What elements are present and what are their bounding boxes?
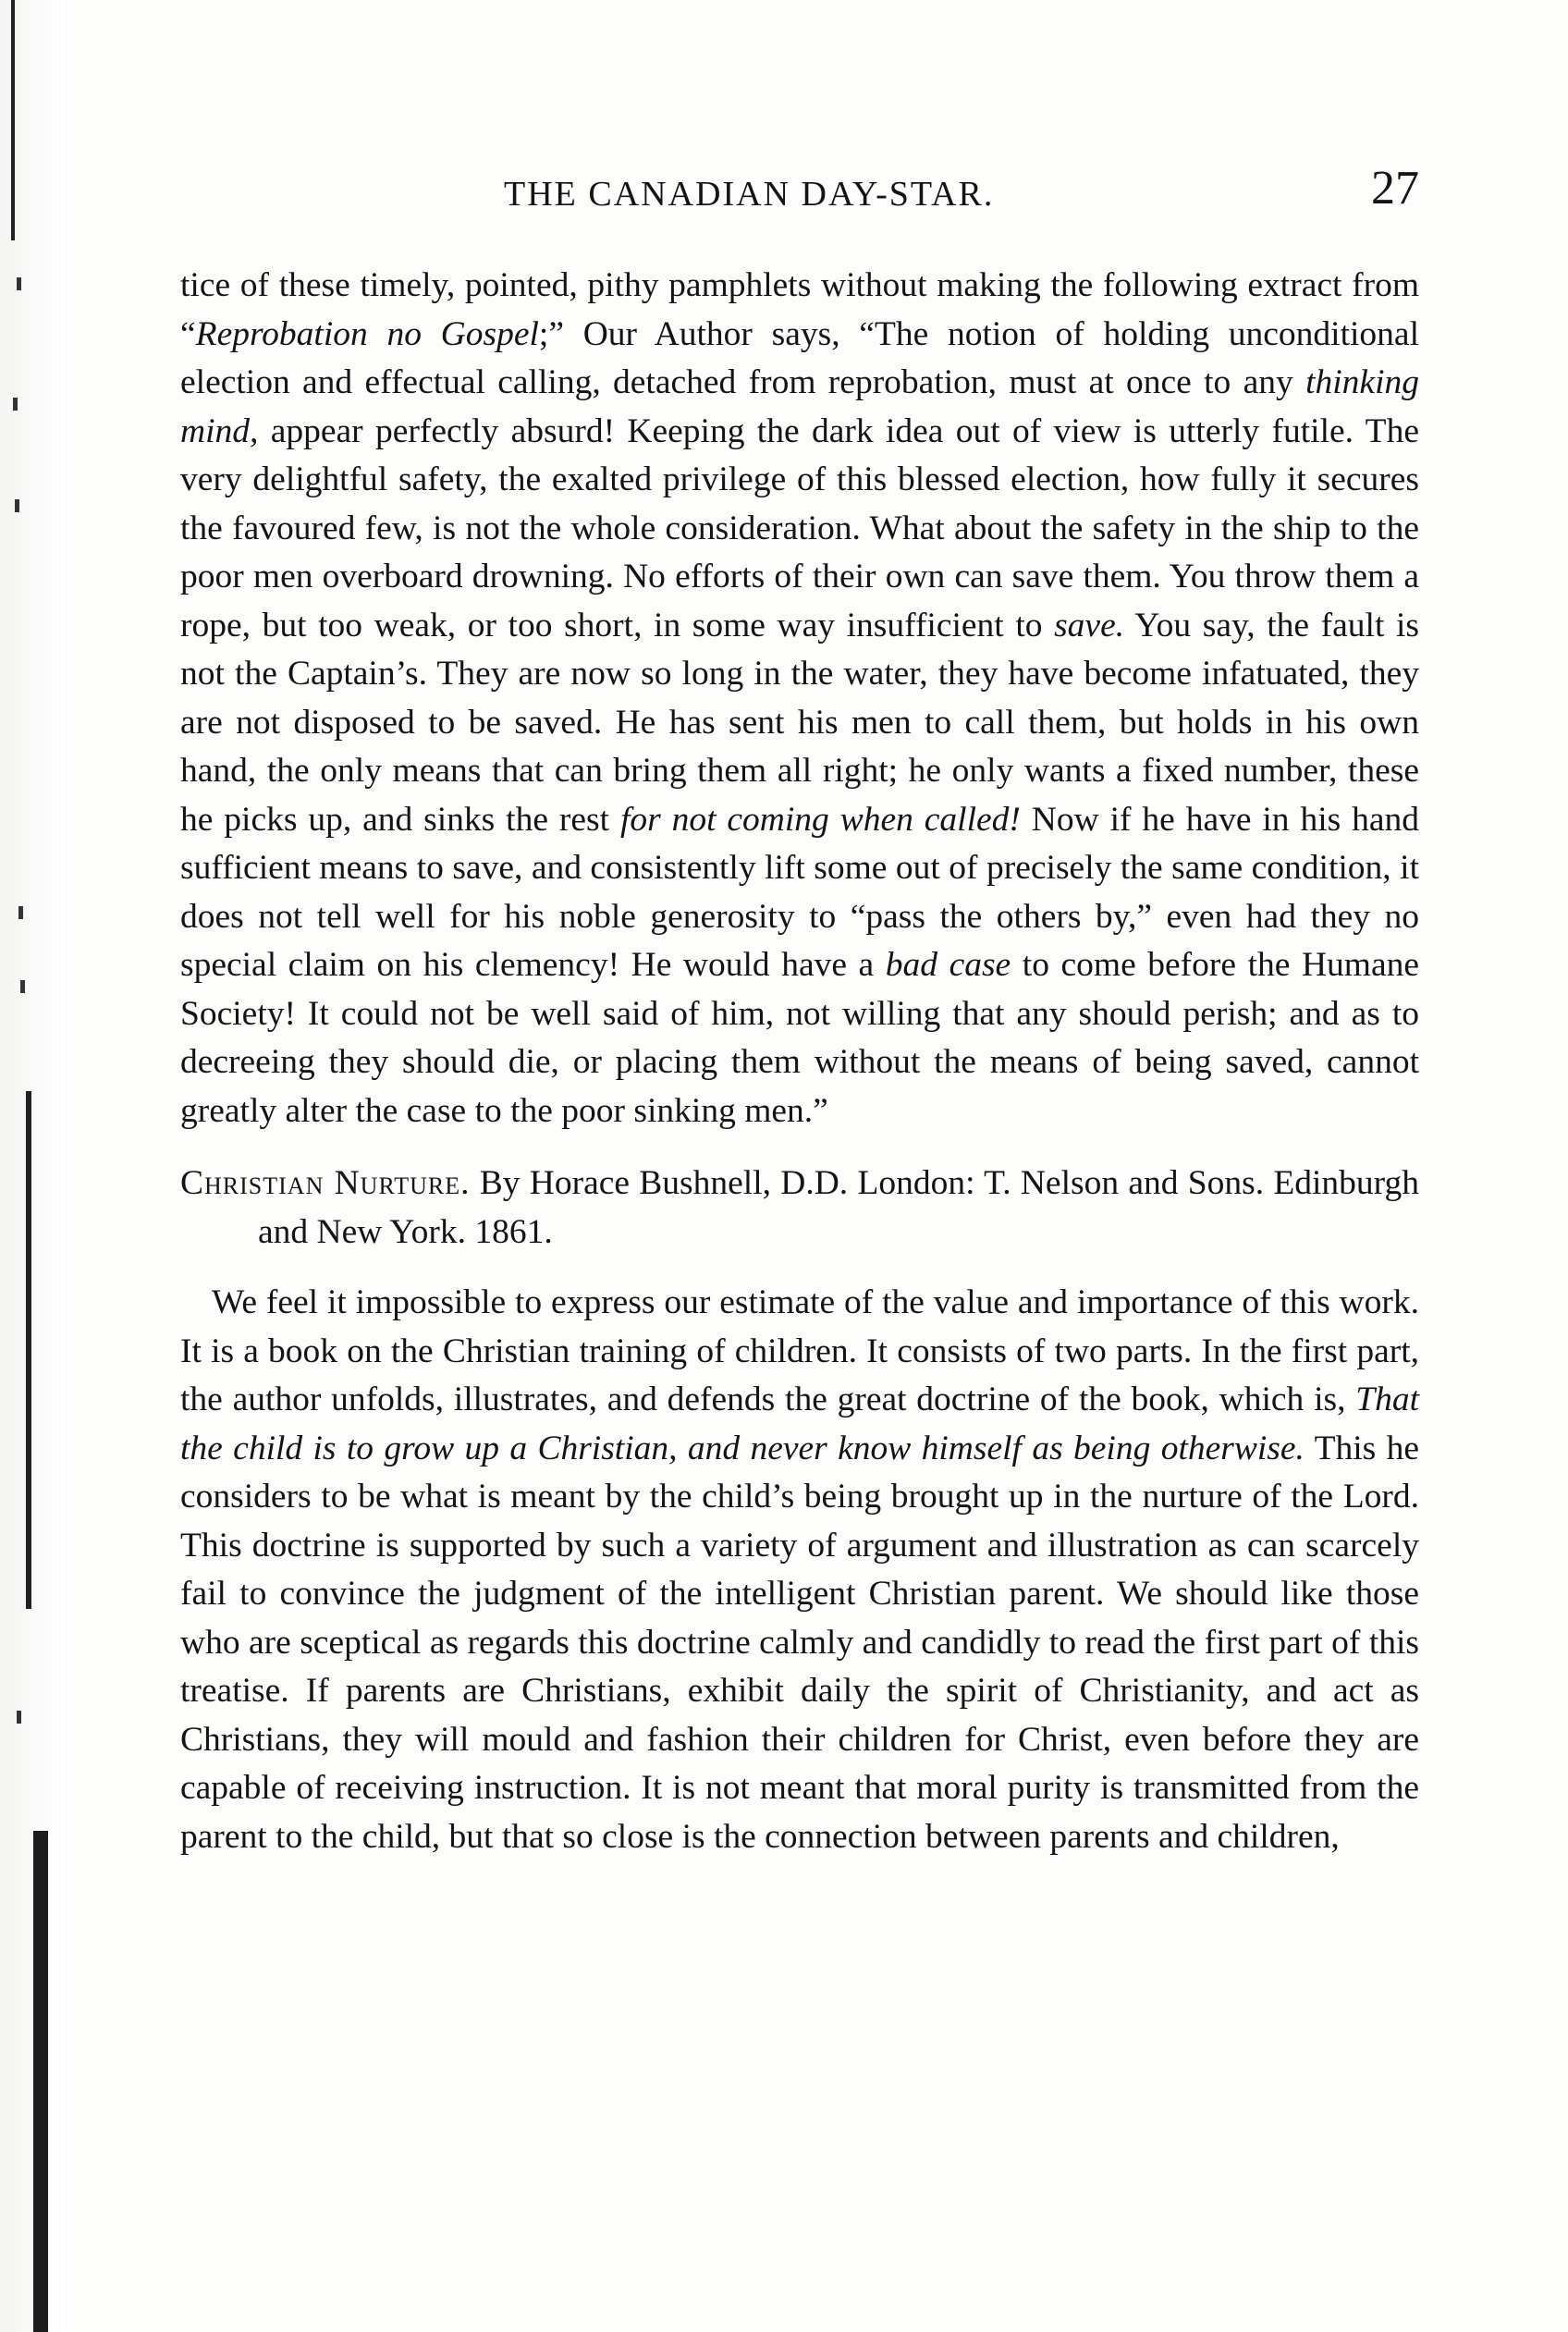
text-run: ;” Our Author says, “The notion of holding unconditional election and effectual calling, detached from reprobation, must at once to any <box>180 314 1419 401</box>
emphasis: bad case <box>885 946 1011 984</box>
binding-speck <box>15 499 19 512</box>
text-run: This he considers to be what is meant by the child’s being brought up in the nurture of the Lord. This doctrine is supported by such a variety of argument and illustration as can scarcely fail to convince the judgment of the intelligent Christian parent. We should like those who are sceptical as regards this doctrine calmly and candidly to read the first part of this treatise. If parents are Christians, exhibit daily the spirit of Christianity, and act as Christians, they will mould and fashion their children for Christ, even before they are capable of receiving instruction. It is not meant that moral purity is transmitted from the parent to the child, but that so close is the connection between parents and children, <box>180 1429 1419 1856</box>
binding-shadow <box>33 1831 48 2332</box>
emphasis: That the child is to grow up a Christian, and never know himself as being otherwise. <box>180 1381 1419 1467</box>
binding-shadow <box>26 1091 31 1609</box>
review-title: Christian Nurture. <box>180 1164 471 1202</box>
book-title: Reprobation no Gospel <box>195 314 539 353</box>
text-run: to come before the Humane Society! It could not be well said of him, not willing that any should perish; and as to decreeing they should die, or placing them without the means of being saved, cannot greatly alter the case to the poor sinking men.” <box>180 946 1420 1130</box>
page-header <box>180 161 1419 226</box>
text-run: Now if he have in his hand sufficient means to save, and consistently lift some out of precisely the same condition, it does not tell well for his noble generosity to “pass the others by,” even had they no special claim on his clemency! He would have a <box>180 800 1420 984</box>
binding-speck <box>17 277 21 290</box>
binding-speck <box>18 906 23 919</box>
page-number: 27 <box>1371 162 1419 215</box>
text-run: appear perfectly absurd! Keeping the dark idea out of view is utterly futile. The very delightful safety, the exalted privilege of this blessed election, how fully it secures the favoured few, is not the whole consideration. What about the safety in the ship to the poor men overboard drowning. No efforts of their own can save them. You throw them a rope, but too weak, or too short, in some way insufficient to <box>180 411 1419 644</box>
body-text <box>180 262 1419 1861</box>
text-run: You say, the fault is not the Captain’s. They are now so long in the water, they have become infatuated, they are not disposed to be saved. He has sent his men to call them, but holds in his own hand, the only means that can bring them all right; he only wants a fixed number, these he picks up, and sinks the rest <box>180 606 1419 839</box>
emphasis: save. <box>1054 606 1125 644</box>
text-run: tice of these timely, pointed, pithy pamphlets without making the following extract from “ <box>180 266 1419 353</box>
text-run: We feel it impossible to express our estimate of the value and importance of this work. It is a book on the Christian training of children. It consists of two parts. In the first part, the author unfolds, illustrates, and defends the great doctrine of the book, which is, <box>180 1283 1419 1418</box>
running-head: THE CANADIAN DAY-STAR. <box>504 175 995 214</box>
emphasis: thinking mind, <box>180 363 1419 450</box>
binding-speck <box>20 980 25 993</box>
binding-speck <box>17 1711 21 1724</box>
review-citation: By Horace Bushnell, D.D. London: T. Nelson and Sons. Edinburgh and New York. 1861. <box>258 1164 1419 1251</box>
emphasis: for not coming when called! <box>619 800 1021 839</box>
paragraph <box>180 1279 1419 1861</box>
binding-speck <box>13 398 18 411</box>
paragraph <box>180 262 1419 1135</box>
binding-shadow <box>11 0 15 240</box>
binding-edge <box>0 0 65 2332</box>
review-heading <box>180 1160 1419 1257</box>
